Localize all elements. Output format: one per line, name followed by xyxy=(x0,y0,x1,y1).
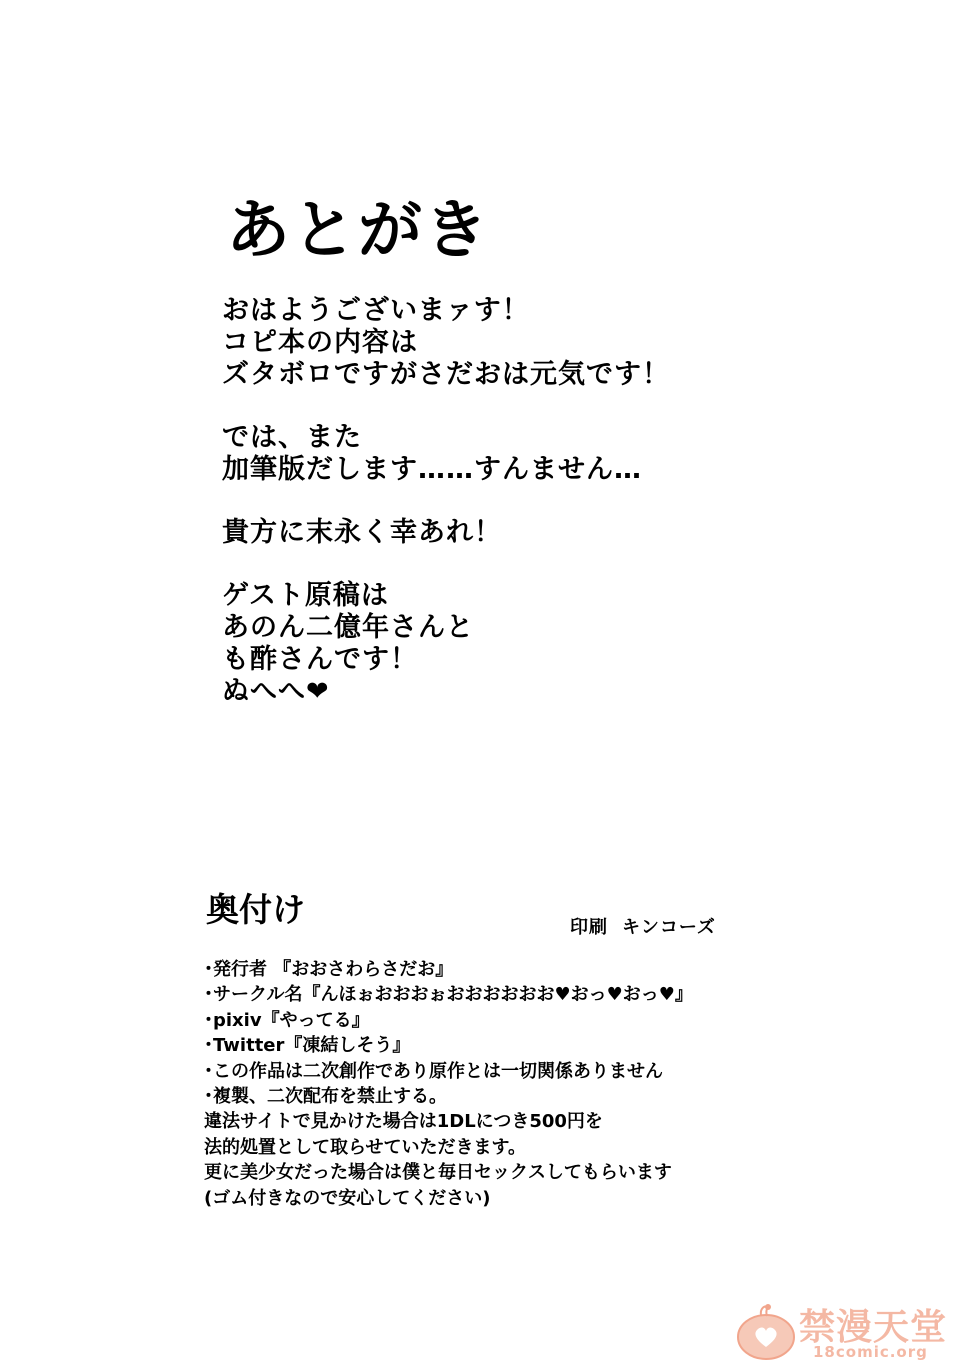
afterword-line: 貴方に末永く幸あれ！ xyxy=(222,517,502,548)
afterword-line: おはようございまァす！ xyxy=(222,295,530,326)
printer-credit xyxy=(570,913,716,939)
afterword-body xyxy=(222,295,842,739)
colophon-title: 奥付け xyxy=(206,890,305,929)
heart-logo-icon xyxy=(733,1301,799,1363)
watermark xyxy=(733,1297,948,1367)
afterword-paragraph xyxy=(222,517,842,549)
colophon-line: 更に美少女だった場合は僕と毎日セックスしてもらいます xyxy=(204,1162,672,1184)
afterword-line: も酢さんです！ xyxy=(222,644,418,675)
afterword-line: あのん二億年さんと xyxy=(222,612,474,643)
printing-label: 印刷 xyxy=(570,917,608,938)
afterword-paragraph xyxy=(222,295,842,391)
printer-name: キンコーズ xyxy=(622,917,716,938)
colophon-line: 違法サイトで見かけた場合は1DLにつき500円を xyxy=(204,1111,603,1133)
afterword-line: ズタボロですがさだおは元気です！ xyxy=(222,359,670,390)
afterword-line: では、また xyxy=(222,422,362,453)
afterword-paragraph xyxy=(222,580,842,708)
afterword-line: 加筆版だします……すんません… xyxy=(222,454,642,485)
afterword-title: あとがき xyxy=(226,194,490,268)
watermark-text: 禁漫天堂 xyxy=(799,1307,948,1348)
colophon-line: ･pixiv『やってる』 xyxy=(204,1009,370,1031)
colophon-body xyxy=(204,957,804,1211)
colophon-line: ･Twitter『凍結しそう』 xyxy=(204,1035,411,1057)
watermark-url: 18comic.org xyxy=(813,1343,928,1361)
afterword-line: ぬへへ❤ xyxy=(222,676,330,707)
afterword-paragraph xyxy=(222,422,842,486)
colophon-line: ･サークル名『んほぉおおおぉおおおおおお♥おっ♥おっ♥』 xyxy=(204,984,693,1006)
afterword-line: ゲスト原稿は xyxy=(222,580,389,611)
colophon-line: (ゴム付きなので安心してください) xyxy=(204,1187,491,1209)
colophon-line: ･この作品は二次創作であり原作とは一切関係ありません xyxy=(204,1060,663,1082)
afterword-line: コピ本の内容は xyxy=(222,327,418,358)
colophon-line: ･複製、二次配布を禁止する。 xyxy=(204,1086,447,1108)
colophon-line: ･発行者 『おおさわらさだお』 xyxy=(204,959,454,980)
colophon-line: 法的処置として取らせていただきます。 xyxy=(204,1136,527,1158)
